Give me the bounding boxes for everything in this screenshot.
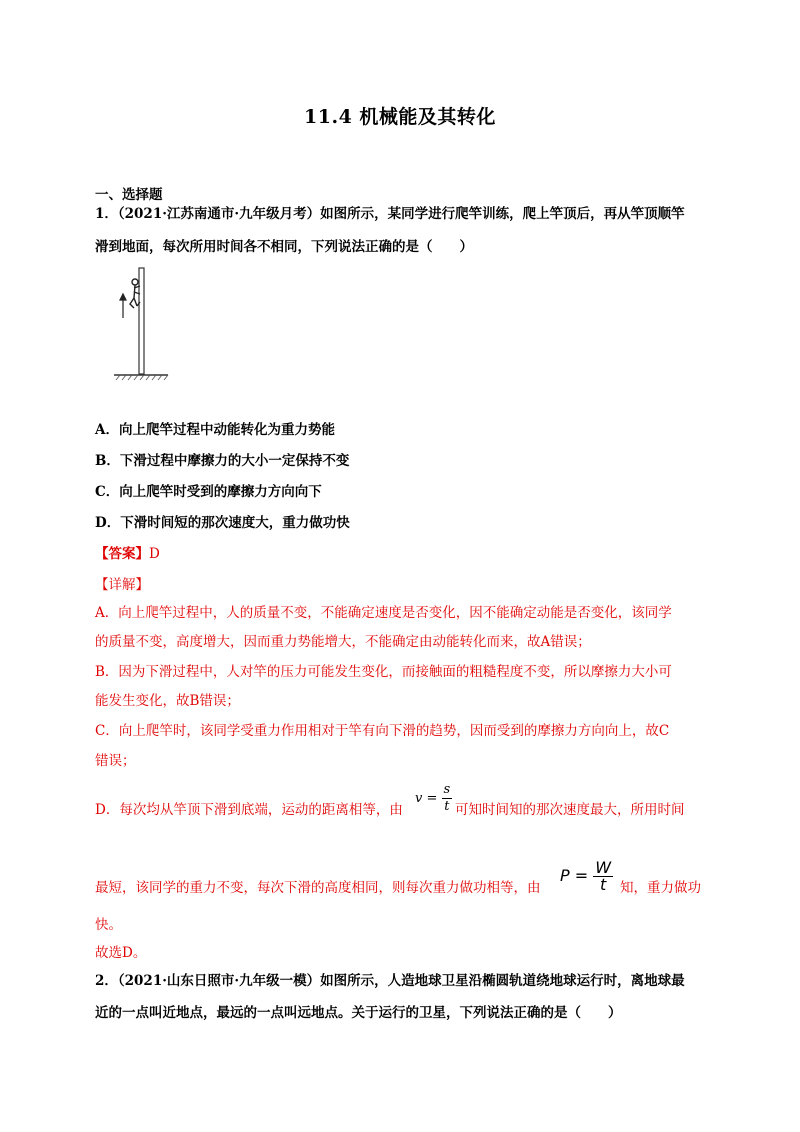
velocity-formula-denominator: t — [444, 799, 450, 814]
question-1-line-1: 1．（2021·江苏南通市·九年级月考）如图所示，某同学进行爬竿训练，爬上竿顶后，再从竿顶顺竿 — [95, 206, 685, 222]
detail-d-text-after: 可知时间知的那次速度最大，所用时间 — [455, 802, 685, 818]
pole-climbing-figure — [110, 266, 170, 384]
detail-d-line-3: 快。 — [95, 917, 122, 933]
detail-d-text-before: D．每次均从竿顶下滑到底端，运动的距离相等，由 — [95, 802, 403, 818]
detail-line: 能发生变化，故B错误； — [95, 693, 240, 709]
option-a: A．向上爬竿过程中动能转化为重力势能 — [95, 422, 335, 438]
velocity-formula-lhs: v = — [415, 791, 438, 806]
up-arrow-icon — [120, 294, 126, 318]
detail-line: B．因为下滑过程中，人对竿的压力可能发生变化，而接触面的粗糙程度不变，所以摩擦力大小可 — [95, 664, 672, 680]
detail-line: 的质量不变，高度增大，因而重力势能增大，不能确定由动能转化而来，故A错误； — [95, 634, 591, 650]
conclusion: 故选D。 — [95, 945, 147, 961]
power-formula-numerator: W — [595, 858, 612, 877]
page-title: 11.4 机械能及其转化 — [304, 106, 496, 128]
option-d: D．下滑时间短的那次速度大，重力做功快 — [95, 515, 350, 531]
question-2-line-2: 近的一点叫近地点，最远的一点叫远地点。关于运行的卫星，下列说法正确的是（ ） — [95, 1005, 622, 1021]
detail-line: A．向上爬竿过程中，人的质量不变，不能确定速度是否变化，因不能确定动能是否变化，该同学 — [95, 605, 672, 621]
option-b: B．下滑过程中摩擦力的大小一定保持不变 — [95, 453, 350, 469]
question-2-line-1: 2．（2021·山东日照市·九年级一模）如图所示，人造地球卫星沿椭圆轨道绕地球运行时，离地球最 — [95, 973, 685, 989]
answer-tag: 【答案】 — [95, 546, 149, 562]
detail-tag: 【详解】 — [95, 577, 149, 593]
detail-line: C．向上爬竿时，该同学受重力作用相对于竿有向下滑的趋势，因而受到的摩擦力方向向上，故C — [95, 723, 670, 739]
detail-d-line-1 — [95, 798, 403, 818]
option-c: C．向上爬竿时受到的摩擦力方向向下 — [95, 484, 322, 500]
power-formula — [560, 860, 613, 893]
question-1-line-2: 滑到地面，每次所用时间各不相同，下列说法正确的是（ ） — [95, 239, 473, 255]
detail-d-line-2: 最短，该同学的重力不变，每次下滑的高度相同，则每次重力做功相等，由 — [95, 880, 541, 896]
velocity-formula — [415, 782, 452, 815]
detail-d-text-after-2: 知，重力做功 — [620, 880, 701, 896]
power-formula-lhs: P = — [560, 866, 589, 885]
section-heading: 一、选择题 — [95, 187, 163, 203]
power-formula-denominator: t — [600, 875, 607, 894]
velocity-formula-numerator: s — [443, 782, 451, 797]
answer — [95, 542, 160, 562]
answer-value: D — [149, 546, 160, 562]
detail-line: 错误； — [95, 753, 136, 769]
